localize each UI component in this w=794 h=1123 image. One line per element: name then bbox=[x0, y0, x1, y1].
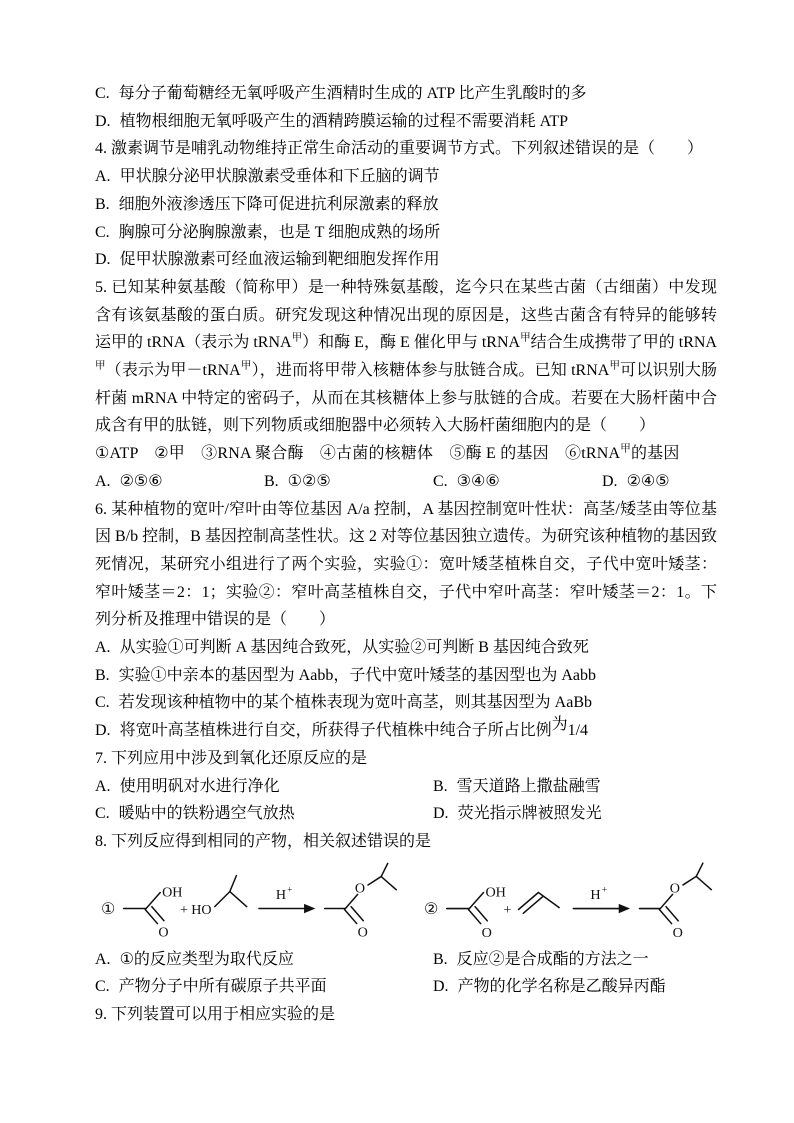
option-label: C. bbox=[433, 472, 448, 490]
option-text: 反应②是合成酯的方法之一 bbox=[456, 950, 649, 968]
q4-option-a bbox=[95, 163, 717, 191]
raised-character: 为 bbox=[551, 716, 568, 734]
option-label: A. bbox=[95, 168, 111, 186]
option-text: 若发现该种植物中的某个植株表现为宽叶高茎，则其基因型为 AaBb bbox=[118, 694, 593, 712]
option-text: ②⑤⑥ bbox=[119, 472, 163, 490]
trna-superscript: 甲 bbox=[291, 333, 303, 344]
option-label: D. bbox=[95, 722, 111, 740]
carbonyl-oxygen-label: O bbox=[672, 924, 683, 941]
hydroxyl-label: OH bbox=[162, 883, 183, 900]
q6-option-b bbox=[95, 662, 717, 690]
q5-choice-row bbox=[95, 468, 717, 496]
q9-stem: 9. 下列装置可以用于相应实验的是 bbox=[95, 1006, 336, 1024]
option-text: 实验①中亲本的基因型为 Aabb，子代中宽叶矮茎的基因型也为 Aabb bbox=[118, 666, 596, 684]
carbonyl-oxygen-label: O bbox=[357, 924, 368, 941]
option-text: 雪天道路上撒盐融雪 bbox=[456, 777, 601, 795]
option-label: D. bbox=[95, 251, 111, 269]
option-text: 甲状腺分泌甲状腺激素受垂体和下丘脑的调节 bbox=[119, 168, 440, 186]
q5-choice-d bbox=[602, 468, 717, 496]
plus-sign: + bbox=[179, 901, 188, 918]
option-text: ①②⑤ bbox=[287, 472, 331, 490]
q8-choice-row-1 bbox=[95, 946, 717, 974]
catalyst-label: H bbox=[275, 886, 287, 903]
option-label: C. bbox=[95, 694, 110, 712]
option-label: C. bbox=[95, 978, 110, 996]
q4-stem: 4. 激素调节是哺乳动物维持正常生命活动的重要调节方式。下列叙述错误的是（ ） bbox=[95, 140, 704, 158]
q5-stem-text: 可以识别大肠杆菌 mRNA 中特定的密码子，从而在其核糖体上参与肽链的合成。若要在大肠杆菌中合成含有甲的肽链，则下列物质或细胞器中必须转入大肠杆菌细胞内的是（ ） bbox=[95, 362, 718, 435]
catalyst-charge: + bbox=[601, 885, 608, 896]
q4-option-d bbox=[95, 246, 717, 274]
reaction-2-number: ② bbox=[423, 900, 439, 918]
option-text: 产物分子中所有碳原子共平面 bbox=[118, 978, 327, 996]
trna-superscript: 甲 bbox=[520, 333, 531, 344]
q5-stem-text: ），进而将甲带入核糖体参与肽链合成。已知 tRNA bbox=[251, 362, 610, 380]
option-label: A. bbox=[95, 639, 111, 657]
option-label: B. bbox=[95, 195, 110, 213]
q5-stem-text: ）和酶 E，酶 E 催化甲与 tRNA bbox=[302, 334, 521, 352]
q5-choice-a bbox=[95, 468, 264, 496]
ester-oxygen-label: O bbox=[669, 880, 680, 897]
q6-option-a bbox=[95, 634, 717, 662]
q3-option-d bbox=[95, 108, 717, 136]
option-text: 暖贴中的铁粉遇空气放热 bbox=[118, 805, 295, 823]
option-label: D. bbox=[433, 805, 449, 823]
q5-stem bbox=[95, 274, 717, 440]
q7-stem: 7. 下列应用中涉及到氧化还原反应的是 bbox=[95, 749, 368, 767]
option-text: 植物根细胞无氧呼吸产生的酒精跨膜运输的过程不需要消耗 ATP bbox=[119, 112, 569, 130]
q5-stem-text: （表示为甲－tRNA bbox=[105, 362, 241, 380]
option-text: 胸腺可分泌胸腺激素，也是 T 细胞成熟的场所 bbox=[118, 223, 441, 241]
q8-option-b bbox=[433, 946, 717, 974]
option-text: 从实验①可判断 A 基因纯合致死，从实验②可判断 B 基因纯合致死 bbox=[119, 639, 589, 657]
trna-superscript: 甲 bbox=[95, 360, 106, 372]
carbonyl-oxygen-label: O bbox=[481, 924, 492, 941]
option-text: ②④⑤ bbox=[626, 472, 670, 490]
option-label: D. bbox=[95, 112, 111, 130]
isopropyl-acetate-structure bbox=[639, 863, 711, 941]
reaction-arrow bbox=[573, 885, 630, 913]
hydroxyl-label: OH bbox=[485, 883, 506, 900]
plus-sign: + bbox=[503, 901, 512, 918]
option-text: 每分子葡萄糖经无氧呼吸产生酒精时生成的 ATP 比产生乳酸时的多 bbox=[118, 85, 587, 102]
q8-option-d bbox=[433, 973, 717, 1001]
option-text: ①的反应类型为取代反应 bbox=[119, 950, 294, 968]
q8-option-c bbox=[95, 973, 433, 1001]
q7-option-d bbox=[433, 800, 717, 828]
catalyst-charge: + bbox=[287, 885, 293, 896]
q6-option-c bbox=[95, 689, 717, 717]
q5-stem-text: 5. 已知某种氨基酸（简称甲）是一种特殊氨基酸，迄今只在某些古菌（古细菌）中发现含有该氨基酸的蛋白质。研究发现这种情况出现的原因是，这些古菌含有特异的能够转运甲的 tRNA（表示为 tRNA bbox=[95, 278, 717, 352]
option-label: A. bbox=[95, 472, 111, 490]
q4-option-c bbox=[95, 219, 717, 247]
reaction-1-number: ① bbox=[101, 900, 116, 918]
option-label: C. bbox=[95, 805, 110, 823]
option-text: 荧光指示牌被照发光 bbox=[457, 805, 602, 823]
q5-items-text: 的基因 bbox=[630, 445, 680, 463]
acetic-acid-structure bbox=[124, 884, 183, 940]
q6-option-d bbox=[95, 717, 717, 745]
option-text: 1/4 bbox=[567, 722, 589, 740]
option-text: 细胞外液渗透压下降可促进抗利尿激素的释放 bbox=[118, 195, 439, 213]
q8-figure bbox=[101, 857, 717, 945]
option-label: A. bbox=[95, 950, 111, 968]
ester-oxygen-label: O bbox=[354, 880, 366, 897]
reaction-2-structure bbox=[424, 859, 717, 943]
propene-structure bbox=[518, 892, 559, 913]
trna-superscript: 甲 bbox=[609, 360, 621, 372]
q3-option-c bbox=[95, 80, 717, 108]
option-label: B. bbox=[95, 666, 110, 684]
catalyst-label: H bbox=[590, 886, 601, 903]
q7-choice-row-1 bbox=[95, 773, 717, 801]
option-label: A. bbox=[95, 777, 111, 795]
option-label: D. bbox=[433, 978, 449, 996]
q6-stem: 6. 某种植物的宽叶/窄叶由等位基因 A/a 控制，A 基因控制宽叶性状：高茎/矮茎由等位基因 B/b 控制，B 基因控制高茎性状。这 2 对等位基因独立遗传。为研究该种植物的基因致死情况，某研究小组进行了两个实验，实验①：宽叶矮茎植株自交，子代中宽叶矮茎：窄叶矮茎＝2：1；实验②：窄叶高茎植株自交，子代中窄叶高茎：窄叶矮茎＝2：1。下列分析及推理中错误的是（ ） bbox=[95, 500, 717, 629]
hydroxyl-label: HO bbox=[191, 901, 212, 918]
option-text: ③④⑥ bbox=[456, 472, 500, 490]
reaction-arrow bbox=[259, 885, 315, 913]
q7-option-b bbox=[433, 773, 717, 801]
q8-choice-row-2 bbox=[95, 973, 717, 1001]
option-text: 促甲状腺激素可经血液运输到靶细胞发挥作用 bbox=[119, 251, 440, 269]
option-label: B. bbox=[264, 472, 279, 490]
q5-items-text: ①ATP ②甲 ③RNA 聚合酶 ④古菌的核糖体 ⑤酶 E 的基因 ⑥tRNA bbox=[95, 445, 621, 463]
trna-superscript: 甲 bbox=[240, 360, 252, 372]
page-content bbox=[95, 80, 717, 1029]
option-text: 使用明矾对水进行净化 bbox=[119, 777, 280, 795]
option-text: 产物的化学名称是乙酸异丙酯 bbox=[457, 978, 666, 996]
option-label: B. bbox=[433, 777, 448, 795]
q8-stem: 8. 下列反应得到相同的产物，相关叙述错误的是 bbox=[95, 832, 432, 850]
q8-option-a bbox=[95, 946, 433, 974]
isopropyl-acetate-structure bbox=[325, 863, 396, 940]
q5-stem-text: 结合生成携带了甲的 tRNA bbox=[530, 334, 717, 352]
option-label: B. bbox=[433, 950, 448, 968]
q5-numbered-items bbox=[95, 440, 717, 468]
carbonyl-oxygen-label: O bbox=[158, 924, 169, 941]
option-label: C. bbox=[95, 223, 110, 241]
q7-option-c bbox=[95, 800, 433, 828]
option-text: 将宽叶高茎植株进行自交，所获得子代植株中纯合子所占比例 bbox=[119, 722, 552, 740]
acetic-acid-structure bbox=[447, 884, 506, 941]
q4-option-b bbox=[95, 191, 717, 219]
reaction-1-structure bbox=[101, 859, 400, 943]
trna-superscript: 甲 bbox=[620, 443, 631, 455]
q7-option-a bbox=[95, 773, 433, 801]
isopropanol-structure bbox=[191, 875, 246, 918]
option-label: C. bbox=[95, 85, 110, 102]
q5-choice-c bbox=[433, 468, 602, 496]
q5-choice-b bbox=[264, 468, 433, 496]
q7-choice-row-2 bbox=[95, 800, 717, 828]
option-label: D. bbox=[602, 472, 618, 490]
